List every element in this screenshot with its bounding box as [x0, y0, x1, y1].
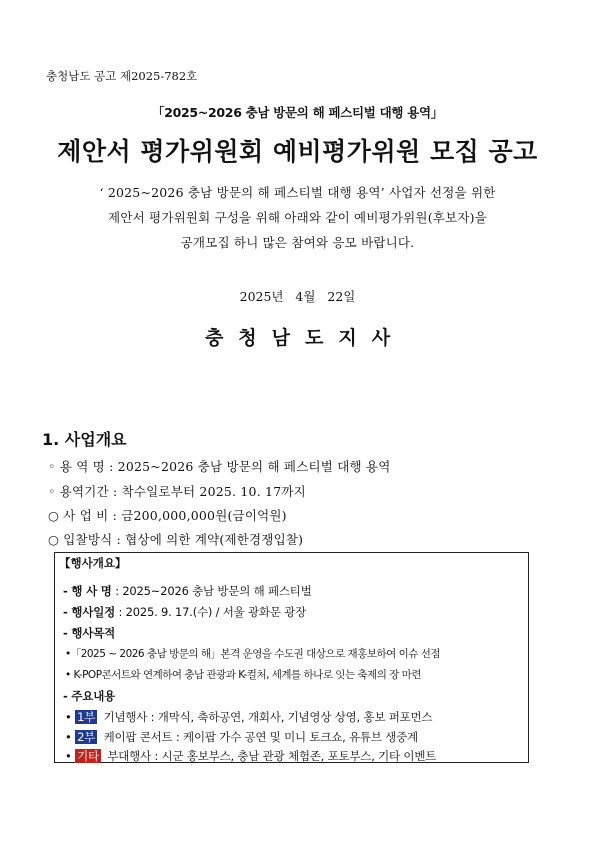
content-item-part1	[65, 709, 432, 725]
event-name-label: - 행 사 명	[63, 584, 112, 598]
notice-date: 2025년 4월 22일	[239, 289, 356, 304]
content-item-other	[65, 748, 436, 764]
event-purpose-label: - 행사목적	[63, 626, 116, 640]
content-text: 기념행사 : 개막식, 축하공연, 개회사, 기념영상 상영, 홍보 퍼포먼스	[103, 710, 433, 724]
info-row-budget: ○ 사 업 비 : 금200,000,000원(금이억원)	[48, 508, 287, 523]
content-item-part2	[65, 729, 418, 745]
content-text: 케이팝 콘서트 : 케이팝 가수 공연 및 미니 토크쇼, 유튜브 생중계	[103, 730, 418, 744]
content-bullet: •	[65, 710, 72, 724]
part-1-tag: 1부	[77, 710, 96, 724]
info-row-service-period: ◦ 용역기간 : 착수일로부터 2025. 10. 17까지	[48, 484, 306, 499]
purpose-item: •「2025 ~ 2026 충남 방문의 해」본격 운영을 수도권 대상으로 재홍보하여 이슈 선점	[65, 648, 441, 660]
info-row-bidding-method: ○ 입찰방식 : 협상에 의한 계약(제한경쟁입찰)	[48, 532, 304, 547]
event-overview-box	[54, 552, 529, 763]
content-text: 부대행사 : 시군 홍보부스, 충남 관광 체험존, 포토부스, 기타 이벤트	[107, 749, 437, 763]
event-box-heading: 【행사개요】	[59, 556, 127, 570]
purpose-item: • K-POP콘서트와 연계하여 충남 관광과 K-컬처, 세계를 하나로 잇는 축제의 장 마련	[65, 669, 421, 681]
notice-number: 충청남도 공고 제2025-782호	[46, 69, 198, 83]
intro-line-3: 공개모집 하니 많은 참여와 응모 바랍니다.	[180, 235, 415, 250]
event-date-value: : 2025. 9. 17.(수) / 서울 광화문 광장	[118, 605, 307, 619]
issuer-name: 충청남도지사	[204, 327, 406, 349]
event-date-row	[63, 604, 306, 620]
other-tag: 기타	[77, 749, 99, 763]
page-title: 제안서 평가위원회 예비평가위원 모집 공고	[57, 137, 538, 166]
info-row-service-name: ◦ 용 역 명 : 2025~2026 충남 방문의 해 페스티벌 대행 용역	[48, 459, 391, 474]
content-bullet: •	[65, 749, 72, 763]
event-name-row	[63, 583, 312, 599]
section-heading: 1. 사업개요	[42, 430, 127, 449]
event-date-label: - 행사일정	[63, 605, 116, 619]
intro-line-1: ‘ 2025~2026 충남 방문의 해 페스티벌 대행 용역’ 사업자 선정을 위한	[99, 185, 496, 200]
intro-line-2: 제안서 평가위원회 구성을 위해 아래와 같이 예비평가위원(후보자)을	[108, 210, 487, 225]
project-subtitle: 「2025~2026 충남 방문의 해 페스티벌 대행 용역」	[152, 105, 443, 120]
part-2-tag: 2부	[77, 730, 96, 744]
event-content-label: - 주요내용	[63, 689, 116, 703]
event-name-value: : 2025~2026 충남 방문의 해 페스티벌	[115, 584, 312, 598]
content-bullet: •	[65, 730, 72, 744]
